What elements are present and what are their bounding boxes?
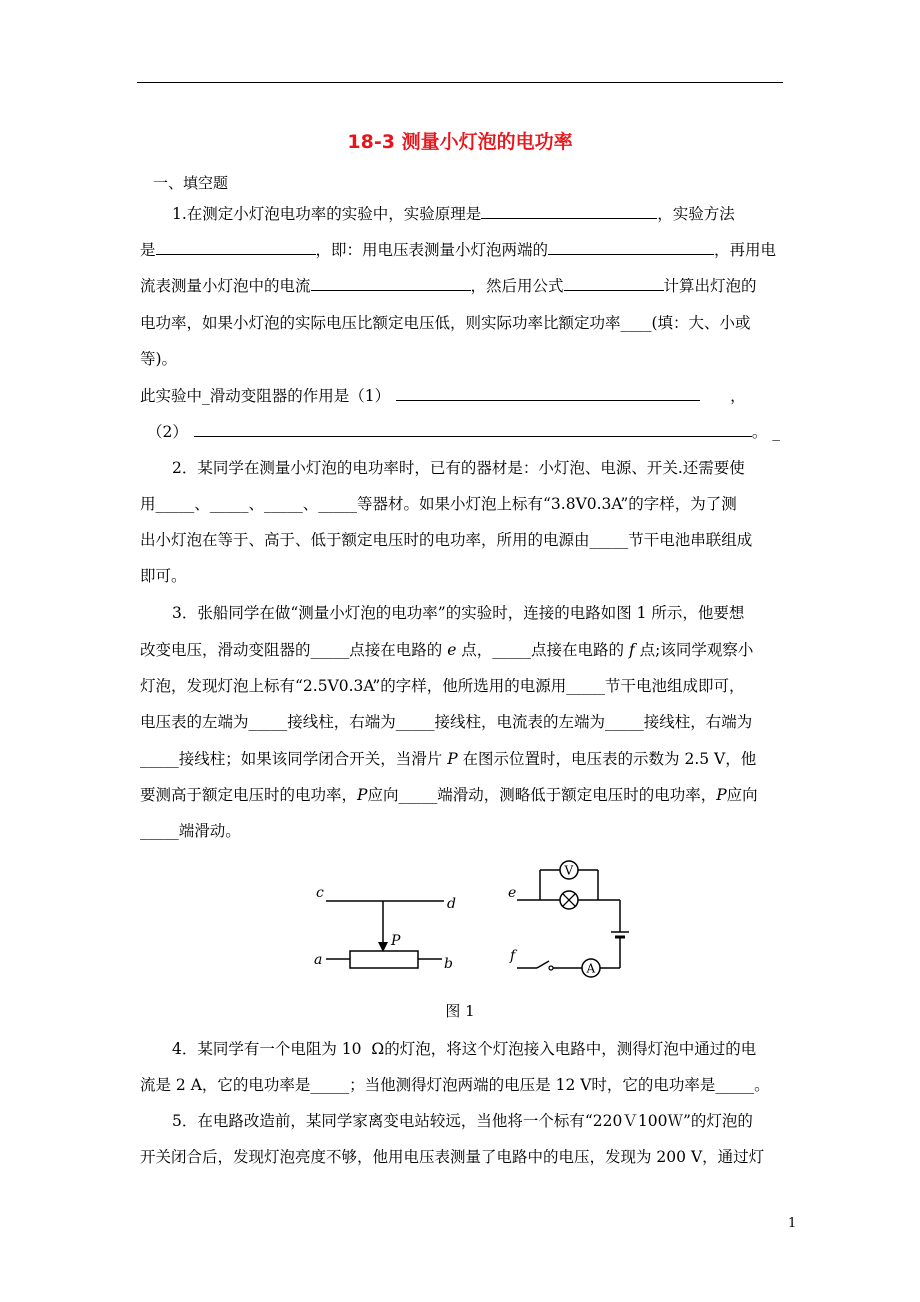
q1-blank-role-2[interactable] (194, 422, 752, 437)
figure-caption: 图 1 (445, 1002, 475, 1020)
q1-line-6: 此实验中_滑动变阻器的作用是（1） ， (140, 387, 746, 405)
q2-line-1: 2．某同学在测量小灯泡的电功率时，已有的器材是：小灯泡、电源、开关.还需要使 (172, 459, 745, 477)
q1-line-1: 1.在测定小灯泡电功率的实验中，实验原理是 ，实验方法 (172, 205, 735, 223)
figure-circuit (503, 852, 643, 980)
ammeter-label: A (586, 961, 596, 976)
label-p: P (391, 933, 401, 949)
figure-rheostat (306, 880, 466, 980)
q1-line-4: 电功率，如果小灯泡的实际电压比额定电压低，则实际功率比额定功率____(填：大、小或 (140, 314, 751, 332)
q1-line-7: （2） 。 _ (147, 423, 781, 441)
q3-line-3: 灯泡，发现灯泡上标有“2.5V0.3A”的字样，他所选用的电源用_____节干电池组成即可， (140, 677, 745, 695)
label-e: e (508, 885, 517, 901)
q3-line-5: _____接线柱；如果该同学闭合开关，当滑片 P 在图示位置时，电压表的示数为 2.5 V，他 (140, 750, 757, 768)
label-f: f (510, 948, 516, 964)
q1-blank-method[interactable] (156, 240, 316, 255)
q5-line-2: 开关闭合后，发现灯泡亮度不够，他用电压表测量了电路中的电压，发现为 200 V，通过灯 (140, 1148, 765, 1166)
q3-line-6: 要测高于额定电压时的电功率，P应向_____端滑动，测略低于额定电压时的电功率，P应向 (140, 786, 758, 804)
label-d: d (447, 896, 456, 912)
page-number: 1 (788, 1216, 797, 1231)
q5-line-1: 5．在电路改造前，某同学家离变电站较远，当他将一个标有“220Ｖ100Ｗ”的灯泡的 (172, 1112, 753, 1130)
header-rule (137, 82, 783, 83)
q1-blank-role-1[interactable] (396, 386, 700, 401)
q2-line-4: 即可。 (140, 567, 187, 585)
q1-blank-formula[interactable] (564, 276, 664, 291)
q3-line-1: 3．张船同学在做“测量小灯泡的电功率”的实验时，连接的电路如图 1 所示，他要想 (172, 604, 745, 622)
q1-line-5: 等)。 (140, 350, 178, 368)
switch-contact (549, 966, 553, 970)
q1-blank-current[interactable] (311, 276, 471, 291)
q3-line-2: 改变电压，滑动变阻器的_____点接在电路的 e 点，_____点接在电路的 f 点;该同学观察小 (140, 641, 754, 659)
page-title: 18-3 测量小灯泡的电功率 (347, 131, 573, 153)
q4-line-1: 4．某同学有一个电阻为 10 Ω的灯泡，将这个灯泡接入电路中，测得灯泡中通过的电 (172, 1040, 757, 1058)
q1-line-3: 流表测量小灯泡中的电流 ，然后用公式 计算出灯泡的 (140, 277, 757, 295)
voltmeter-label: V (564, 863, 574, 878)
q1-blank-voltage[interactable] (548, 240, 714, 255)
q2-line-2: 用_____、_____、_____、_____等器材。如果小灯泡上标有“3.8V0.3A”的字样，为了测 (140, 495, 737, 513)
q4-line-2: 流是 2 A，它的电功率是_____；当他测得灯泡两端的电压是 12 V时，它的电功率是_____。 (140, 1076, 770, 1094)
q3-line-7: _____端滑动。 (140, 822, 241, 840)
label-b: b (444, 956, 453, 972)
rheostat-resistor (350, 951, 418, 968)
section-heading: 一、填空题 (153, 174, 229, 192)
q2-line-3: 出小灯泡在等于、高于、低于额定电压时的电功率，所用的电源由_____节干电池串联组成 (140, 531, 753, 549)
label-a: a (314, 952, 323, 968)
q3-line-4: 电压表的左端为_____接线柱，右端为_____接线柱，电流表的左端为_____接线柱，右端为 (140, 713, 753, 731)
switch-blade (537, 961, 549, 968)
label-c: c (316, 885, 324, 901)
q1-line-2: 是 ，即：用电压表测量小灯泡两端的 ，再用电 (140, 241, 777, 259)
q1-blank-principle[interactable] (481, 204, 657, 219)
